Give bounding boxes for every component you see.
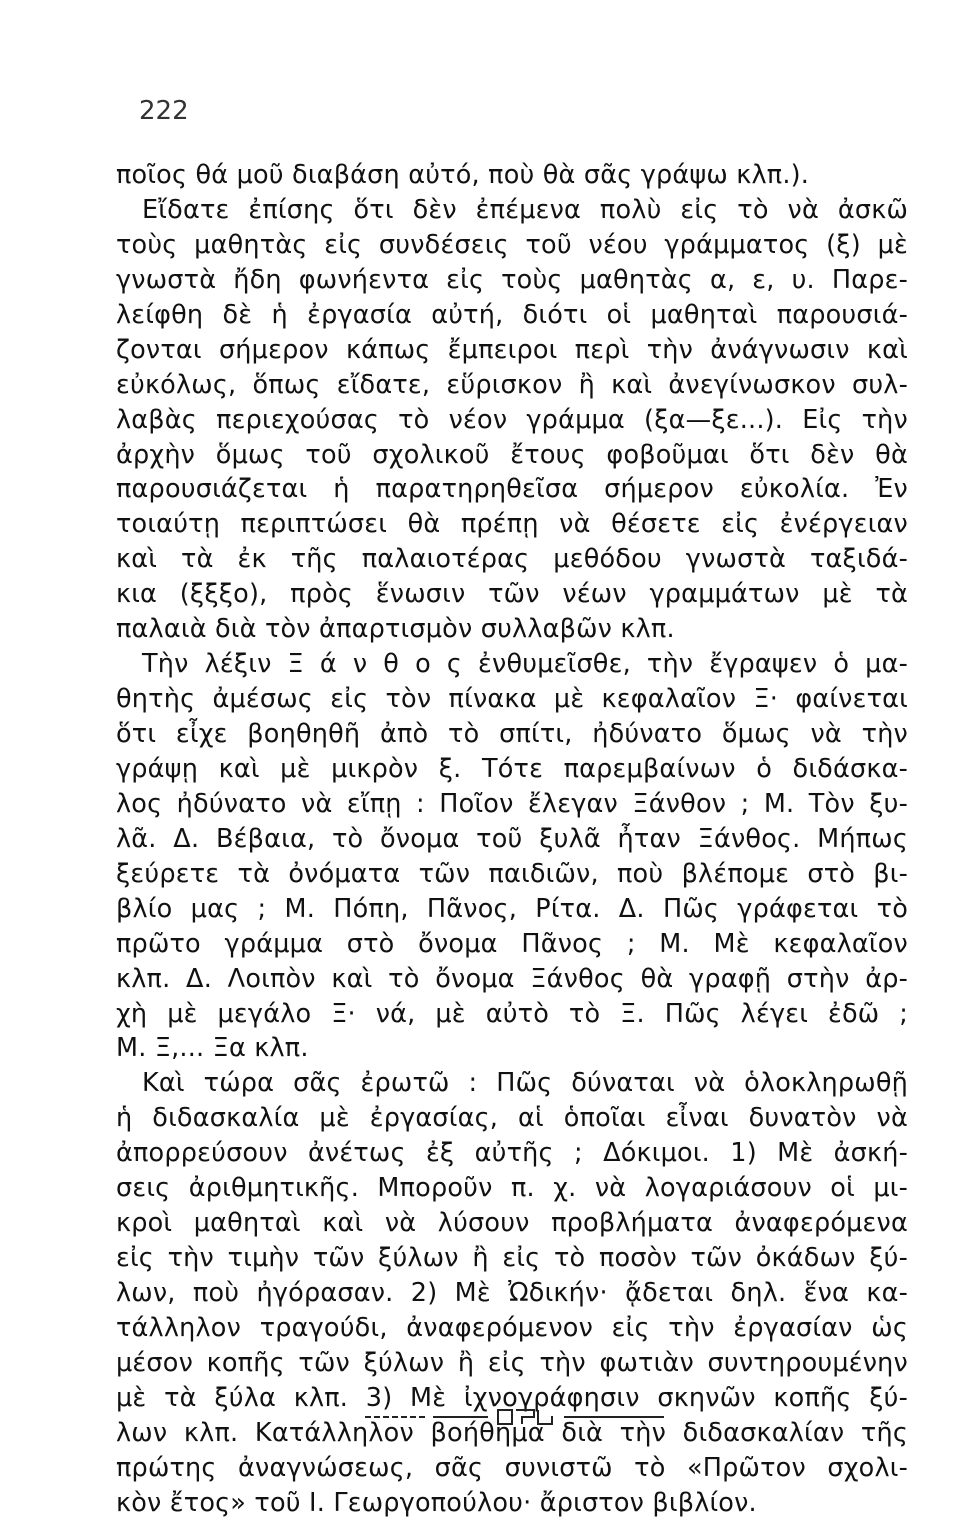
text-line: Μ. Ξ,... Ξα κλπ. [116,1033,309,1064]
text-line: πρώτης ἀναγνώσεως, σᾶς συνιστῶ τὸ «Πρῶτον σχολι- [116,1452,908,1483]
text-line: παρουσιάζεται ἡ παρατηρηθεῖσα σήμερον εὐκολία. Ἐν [116,474,908,505]
text-line: ποῖος θά μοῦ διαβάση αὐτό, ποὺ θὰ σᾶς γράψω κλπ.). [116,160,810,190]
text-line: κροὶ μαθηταὶ καὶ νὰ λύσουν προβλήματα ἀναφερόμενα [116,1208,908,1239]
text-line: ξεύρετε τὰ ὀνόματα τῶν παιδιῶν, ποὺ βλέπομε στὸ βι- [116,858,908,889]
ornament-left-dashed-rule [365,1416,425,1418]
text-line: μὲ τὰ ξύλα κλπ. 3) Μὲ ἰχνογράφησιν σκηνῶν κοπῆς ξύ- [116,1382,908,1413]
text-line: τοιαύτῃ περιπτώσει θὰ πρέπῃ νὰ θέσετε εἰς ἐνέργειαν [116,509,908,540]
text-line: κια (ξξξο), πρὸς ἕνωσιν τῶν νέων γραμμάτων μὲ τὰ [116,579,908,610]
text-line: Τὴν λέξιν Ξ ά ν θ ο ς ἐνθυμεῖσθε, τὴν ἔγραψεν ὁ μα- [142,649,908,680]
text-line: εἰς τὴν τιμὴν τῶν ξύλων ἢ εἰς τὸ ποσὸν τῶν ὀκάδων ξύ- [116,1243,908,1274]
text-line: κὸν ἔτος» τοῦ Ι. Γεωργοπούλου· ἄριστον βιβλίον. [116,1487,757,1518]
text-line: θητὴς ἀμέσως εἰς τὸν πίνακα μὲ κεφαλαῖον Ξ· φαίνεται [116,684,908,715]
page-number: 222 [139,96,189,126]
text-line: ὅτι εἶχε βοηθηθῆ ἀπὸ τὸ σπίτι, ἠδύνατο ὅμως νὰ τὴν [116,719,908,749]
text-line: τοὺς μαθητὰς εἰς συνδέσεις τοῦ νέου γράμματος (ξ) μὲ [116,229,908,260]
text-line: λων, ποὺ ἠγόρασαν. 2) Μὲ Ὠδικήν· ᾄδεται δηλ. ἕνα κα- [116,1278,908,1308]
text-line: λος ἠδύνατο νὰ εἴπῃ : Ποῖον ἔλεγαν Ξάνθον ; Μ. Τὸν ξυ- [116,788,908,819]
text-line: γράψῃ καὶ μὲ μικρὸν ξ. Τότε παρεμβαίνων ὁ διδάσκα- [116,753,908,784]
text-line: λείφθη δὲ ἡ ἐργασία αὐτή, διότι οἱ μαθηταὶ παρουσιά- [116,299,908,330]
text-line: Καὶ τώρα σᾶς ἐρωτῶ : Πῶς δύναται νὰ ὁλοκληρωθῇ [142,1068,908,1099]
text-line: Εἴδατε ἐπίσης ὅτι δὲν ἐπέμενα πολὺ εἰς τὸ νὰ ἀσκῶ [142,194,908,225]
text-line: ζονται σήμερον κάπως ἔμπειροι περὶ τὴν ἀνάγνωσιν καὶ [116,334,908,365]
ornament-left-rule [433,1416,488,1418]
text-line: μέσον κοπῆς τῶν ξύλων ἢ εἰς τὴν φωτιὰν συντηρουμένην [116,1347,908,1378]
text-line: γνωστὰ ἤδη φωνήεντα εἰς τοὺς μαθητὰς α, ε, υ. Παρε- [116,264,908,295]
ornament-right-rule [564,1416,664,1418]
text-line: ἀπορρεύσουν ἀνέτως ἐξ αὐτῆς ; Δόκιμοι. 1) Μὲ ἀσκή- [116,1138,908,1169]
text-line: κλπ. Δ. Λοιπὸν καὶ τὸ ὄνομα Ξάνθος θὰ γραφῇ στὴν ἀρ- [116,963,908,994]
text-line: καὶ τὰ ἐκ τῆς παλαιοτέρας μεθόδου γνωστὰ ταξιδά- [116,544,908,575]
body-text [116,158,908,1521]
text-line: βλίο μας ; Μ. Πόπη, Πᾶνος, Ρίτα. Δ. Πῶς γράφεται τὸ [116,893,908,924]
text-line: σεις ἀριθμητικῆς. Μποροῦν π. χ. νὰ λογαριάσουν οἱ μι- [116,1173,908,1204]
text-line: τάλληλον τραγούδι, ἀναφερόμενον εἰς τὴν ἐργασίαν ὡς [116,1312,908,1343]
section-end-ornament [365,1405,665,1429]
text-line: λαβὰς περιεχούσας τὸ νέον γράμμα (ξα—ξε...). Εἰς τὴν [116,404,908,435]
text-line: χὴ μὲ μεγάλο Ξ· νά, μὲ αὐτὸ τὸ Ξ. Πῶς λέγει ἐδῶ ; [116,998,908,1029]
text-line: λᾶ. Δ. Βέβαια, τὸ ὄνομα τοῦ ξυλᾶ ἦταν Ξάνθος. Μήπως [116,823,908,854]
text-line: πρῶτο γράμμα στὸ ὄνομα Πᾶνος ; Μ. Μὲ κεφαλαῖον [116,928,908,959]
text-line: ἀρχὴν ὅμως τοῦ σχολικοῦ ἔτους φοβοῦμαι ὅτι δὲν θὰ [116,439,908,470]
section-end-ornament-icon [496,1406,556,1428]
text-line: εὐκόλως, ὅπως εἴδατε, εὕρισκον ἢ καὶ ἀνεγίνωσκον συλ- [116,369,908,400]
text-line: ἡ διδασκαλία μὲ ἐργασίας, αἱ ὁποῖαι εἶναι δυνατὸν νὰ [116,1103,908,1134]
text-line: παλαιὰ διὰ τὸν ἀπαρτισμὸν συλλαβῶν κλπ. [116,614,675,645]
text-line: λων κλπ. Κατάλληλον βοήθημα διὰ τὴν διδασκαλίαν τῆς [116,1417,908,1448]
